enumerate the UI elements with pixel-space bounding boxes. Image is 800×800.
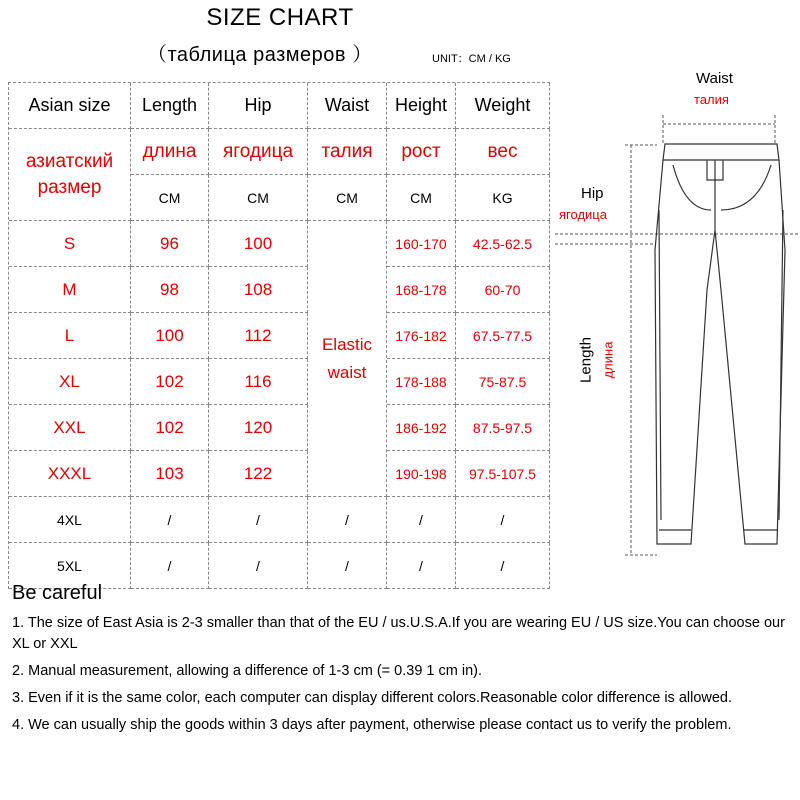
weight-cell: / (456, 497, 550, 543)
hip-cell: 116 (209, 359, 308, 405)
size-cell: XXL (9, 405, 131, 451)
table-row (9, 451, 550, 497)
hip-cell: 100 (209, 221, 308, 267)
hip-cell: 122 (209, 451, 308, 497)
hip-label-ru: ягодица (559, 207, 607, 222)
length-label-en: Length (577, 337, 595, 383)
weight-cell: / (456, 543, 550, 589)
hip-cell: 112 (209, 313, 308, 359)
waist-cell: / (308, 543, 387, 589)
length-cell: 98 (131, 267, 209, 313)
size-cell: 4XL (9, 497, 131, 543)
header-height: Height (387, 83, 456, 129)
table-row (9, 267, 550, 313)
length-cell: 100 (131, 313, 209, 359)
note-item: 3. Even if it is the same color, each computer can display different colors.Reasonable color difference is allowed. (12, 690, 733, 706)
header-ru-weight: вес (456, 129, 550, 175)
header-ru-size-line2: размер (37, 176, 102, 198)
waist-label-en: Waist (696, 70, 733, 87)
size-cell: L (9, 313, 131, 359)
size-cell: XXXL (9, 451, 131, 497)
height-cell: / (387, 543, 456, 589)
length-cell: 103 (131, 451, 209, 497)
header-ru-asian-size (9, 129, 131, 221)
pants-outline (655, 144, 785, 544)
table-row (9, 405, 550, 451)
header-hip: Hip (209, 83, 308, 129)
unit-waist: CM (308, 175, 387, 221)
note-item: 4. We can usually ship the goods within 3 days after payment, otherwise please contact us to verify the problem. (12, 717, 732, 733)
table-row (9, 497, 550, 543)
header-ru-waist: талия (308, 129, 387, 175)
size-table (8, 82, 550, 589)
waist-cell: / (308, 497, 387, 543)
weight-cell: 75-87.5 (456, 359, 550, 405)
weight-cell: 67.5-77.5 (456, 313, 550, 359)
note-item: 1. The size of East Asia is 2-3 smaller than that of the EU / us.U.S.A.If you are wearing EU / US size.You can choose our XL or XXL (12, 615, 785, 652)
notes-heading: Be careful (12, 582, 103, 604)
hip-cell: / (209, 497, 308, 543)
size-cell: 5XL (9, 543, 131, 589)
weight-cell: 42.5-62.5 (456, 221, 550, 267)
header-row-en (9, 83, 550, 129)
note-item: 2. Manual measurement, allowing a difference of 1-3 cm (= 0.39 1 cm in). (12, 663, 483, 679)
size-cell: M (9, 267, 131, 313)
table-row (9, 221, 550, 267)
header-ru-height: рост (387, 129, 456, 175)
length-cell: / (131, 497, 209, 543)
length-cell: 102 (131, 405, 209, 451)
header-weight: Weight (456, 83, 550, 129)
height-cell: 178-188 (387, 359, 456, 405)
size-cell: S (9, 221, 131, 267)
weight-cell: 60-70 (456, 267, 550, 313)
unit-length: CM (131, 175, 209, 221)
header-ru-length: длина (131, 129, 209, 175)
hip-cell: 120 (209, 405, 308, 451)
pants-illustration (555, 60, 800, 580)
page-title: SIZE CHART (206, 4, 354, 31)
elastic-waist-line2: waist (327, 362, 367, 382)
weight-cell: 97.5-107.5 (456, 451, 550, 497)
header-waist: Waist (308, 83, 387, 129)
header-asian-size: Asian size (9, 83, 131, 129)
length-cell: / (131, 543, 209, 589)
height-cell: 190-198 (387, 451, 456, 497)
height-cell: 186-192 (387, 405, 456, 451)
elastic-waist-line1: Elastic (321, 334, 373, 354)
size-cell: XL (9, 359, 131, 405)
height-cell: 168-178 (387, 267, 456, 313)
pants-diagram (555, 60, 800, 580)
unit-label: UNIT：CM / KG (432, 53, 511, 65)
height-cell: 176-182 (387, 313, 456, 359)
page-subtitle: （таблица размеров ） (147, 44, 373, 66)
hip-label-en: Hip (581, 185, 604, 202)
length-label-ru: длина (600, 341, 616, 379)
unit-hip: CM (209, 175, 308, 221)
elastic-waist-cell (308, 221, 387, 497)
header-length: Length (131, 83, 209, 129)
header-row-ru (9, 129, 550, 175)
header-ru-size-line1: азиатский (25, 150, 114, 172)
height-cell: 160-170 (387, 221, 456, 267)
waist-label-ru: талия (694, 92, 729, 107)
header-ru-hip: ягодица (209, 129, 308, 175)
hip-cell: / (209, 543, 308, 589)
table-row (9, 359, 550, 405)
weight-cell: 87.5-97.5 (456, 405, 550, 451)
height-cell: / (387, 497, 456, 543)
length-cell: 102 (131, 359, 209, 405)
waist-measure-line (663, 115, 775, 144)
hip-measure-line (555, 234, 800, 244)
table-row (9, 313, 550, 359)
notes-section (12, 582, 796, 742)
hip-cell: 108 (209, 267, 308, 313)
length-measure-line (625, 145, 657, 555)
length-cell: 96 (131, 221, 209, 267)
unit-height: CM (387, 175, 456, 221)
unit-weight: KG (456, 175, 550, 221)
